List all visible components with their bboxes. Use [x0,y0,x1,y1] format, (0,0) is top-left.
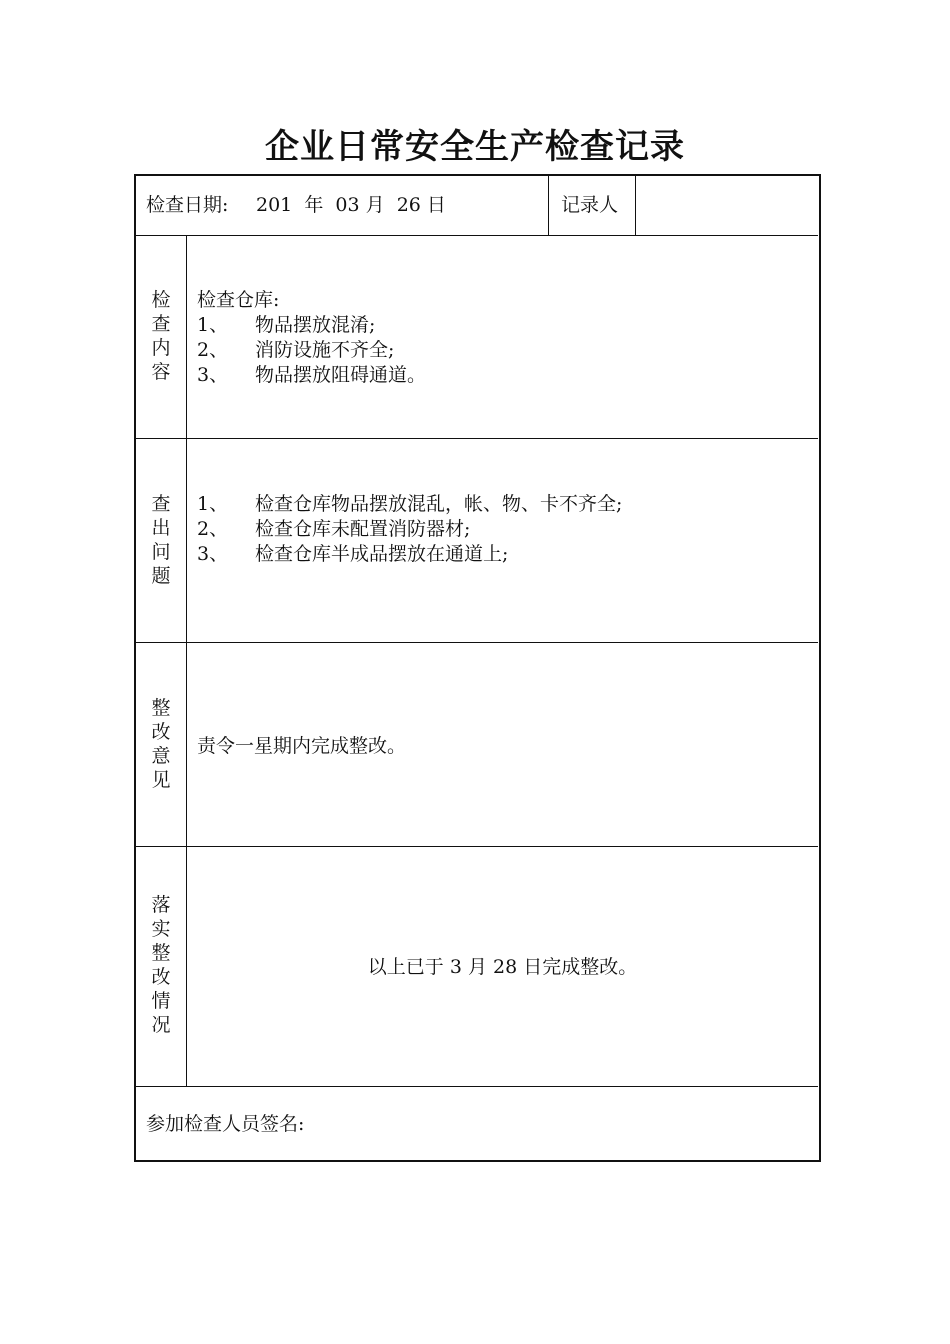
signature-label: 参加检查人员签名: [146,1113,305,1135]
column-divider [548,176,549,235]
recorder-value[interactable] [648,193,808,218]
row-divider [135,438,818,439]
implementation-status-text: 以上已于 3 月 28 日完成整改。 [367,956,638,978]
list-item: 1、 检查仓库物品摆放混乱，帐、物、卡不齐全; [197,493,623,515]
inspection-date-label: 检查日期: [146,194,229,216]
inspection-date-value[interactable]: 201 年 03 月 26 日 [256,194,446,216]
rectification-opinion-label: 整 改 意 见 [151,697,171,791]
list-item: 3、 物品摆放阻碍通道。 [197,364,427,386]
row-divider [135,235,818,236]
recorder-label: 记录人 [561,194,619,216]
document-title: 企业日常安全生产检查记录 [265,127,685,167]
issues-found-label: 查 出 问 题 [151,493,171,587]
row-divider [135,1086,818,1087]
column-divider [635,176,636,235]
inspection-content-body [197,288,426,388]
list-item: 2、 检查仓库未配置消防器材; [197,518,471,540]
list-item: 3、 检查仓库半成品摆放在通道上; [197,543,509,565]
row-divider [135,642,818,643]
list-item: 1、 物品摆放混淆; [197,314,376,336]
row-divider [135,846,818,847]
list-item: 2、 消防设施不齐全; [197,339,395,361]
implementation-status-label: 落 实 整 改 情 况 [151,894,171,1036]
rectification-opinion-text: 责令一星期内完成整改。 [197,735,407,757]
issues-found-body [197,492,622,567]
inspection-content-heading: 检查仓库: [197,289,280,311]
inspection-content-label: 检 查 内 容 [151,289,171,383]
